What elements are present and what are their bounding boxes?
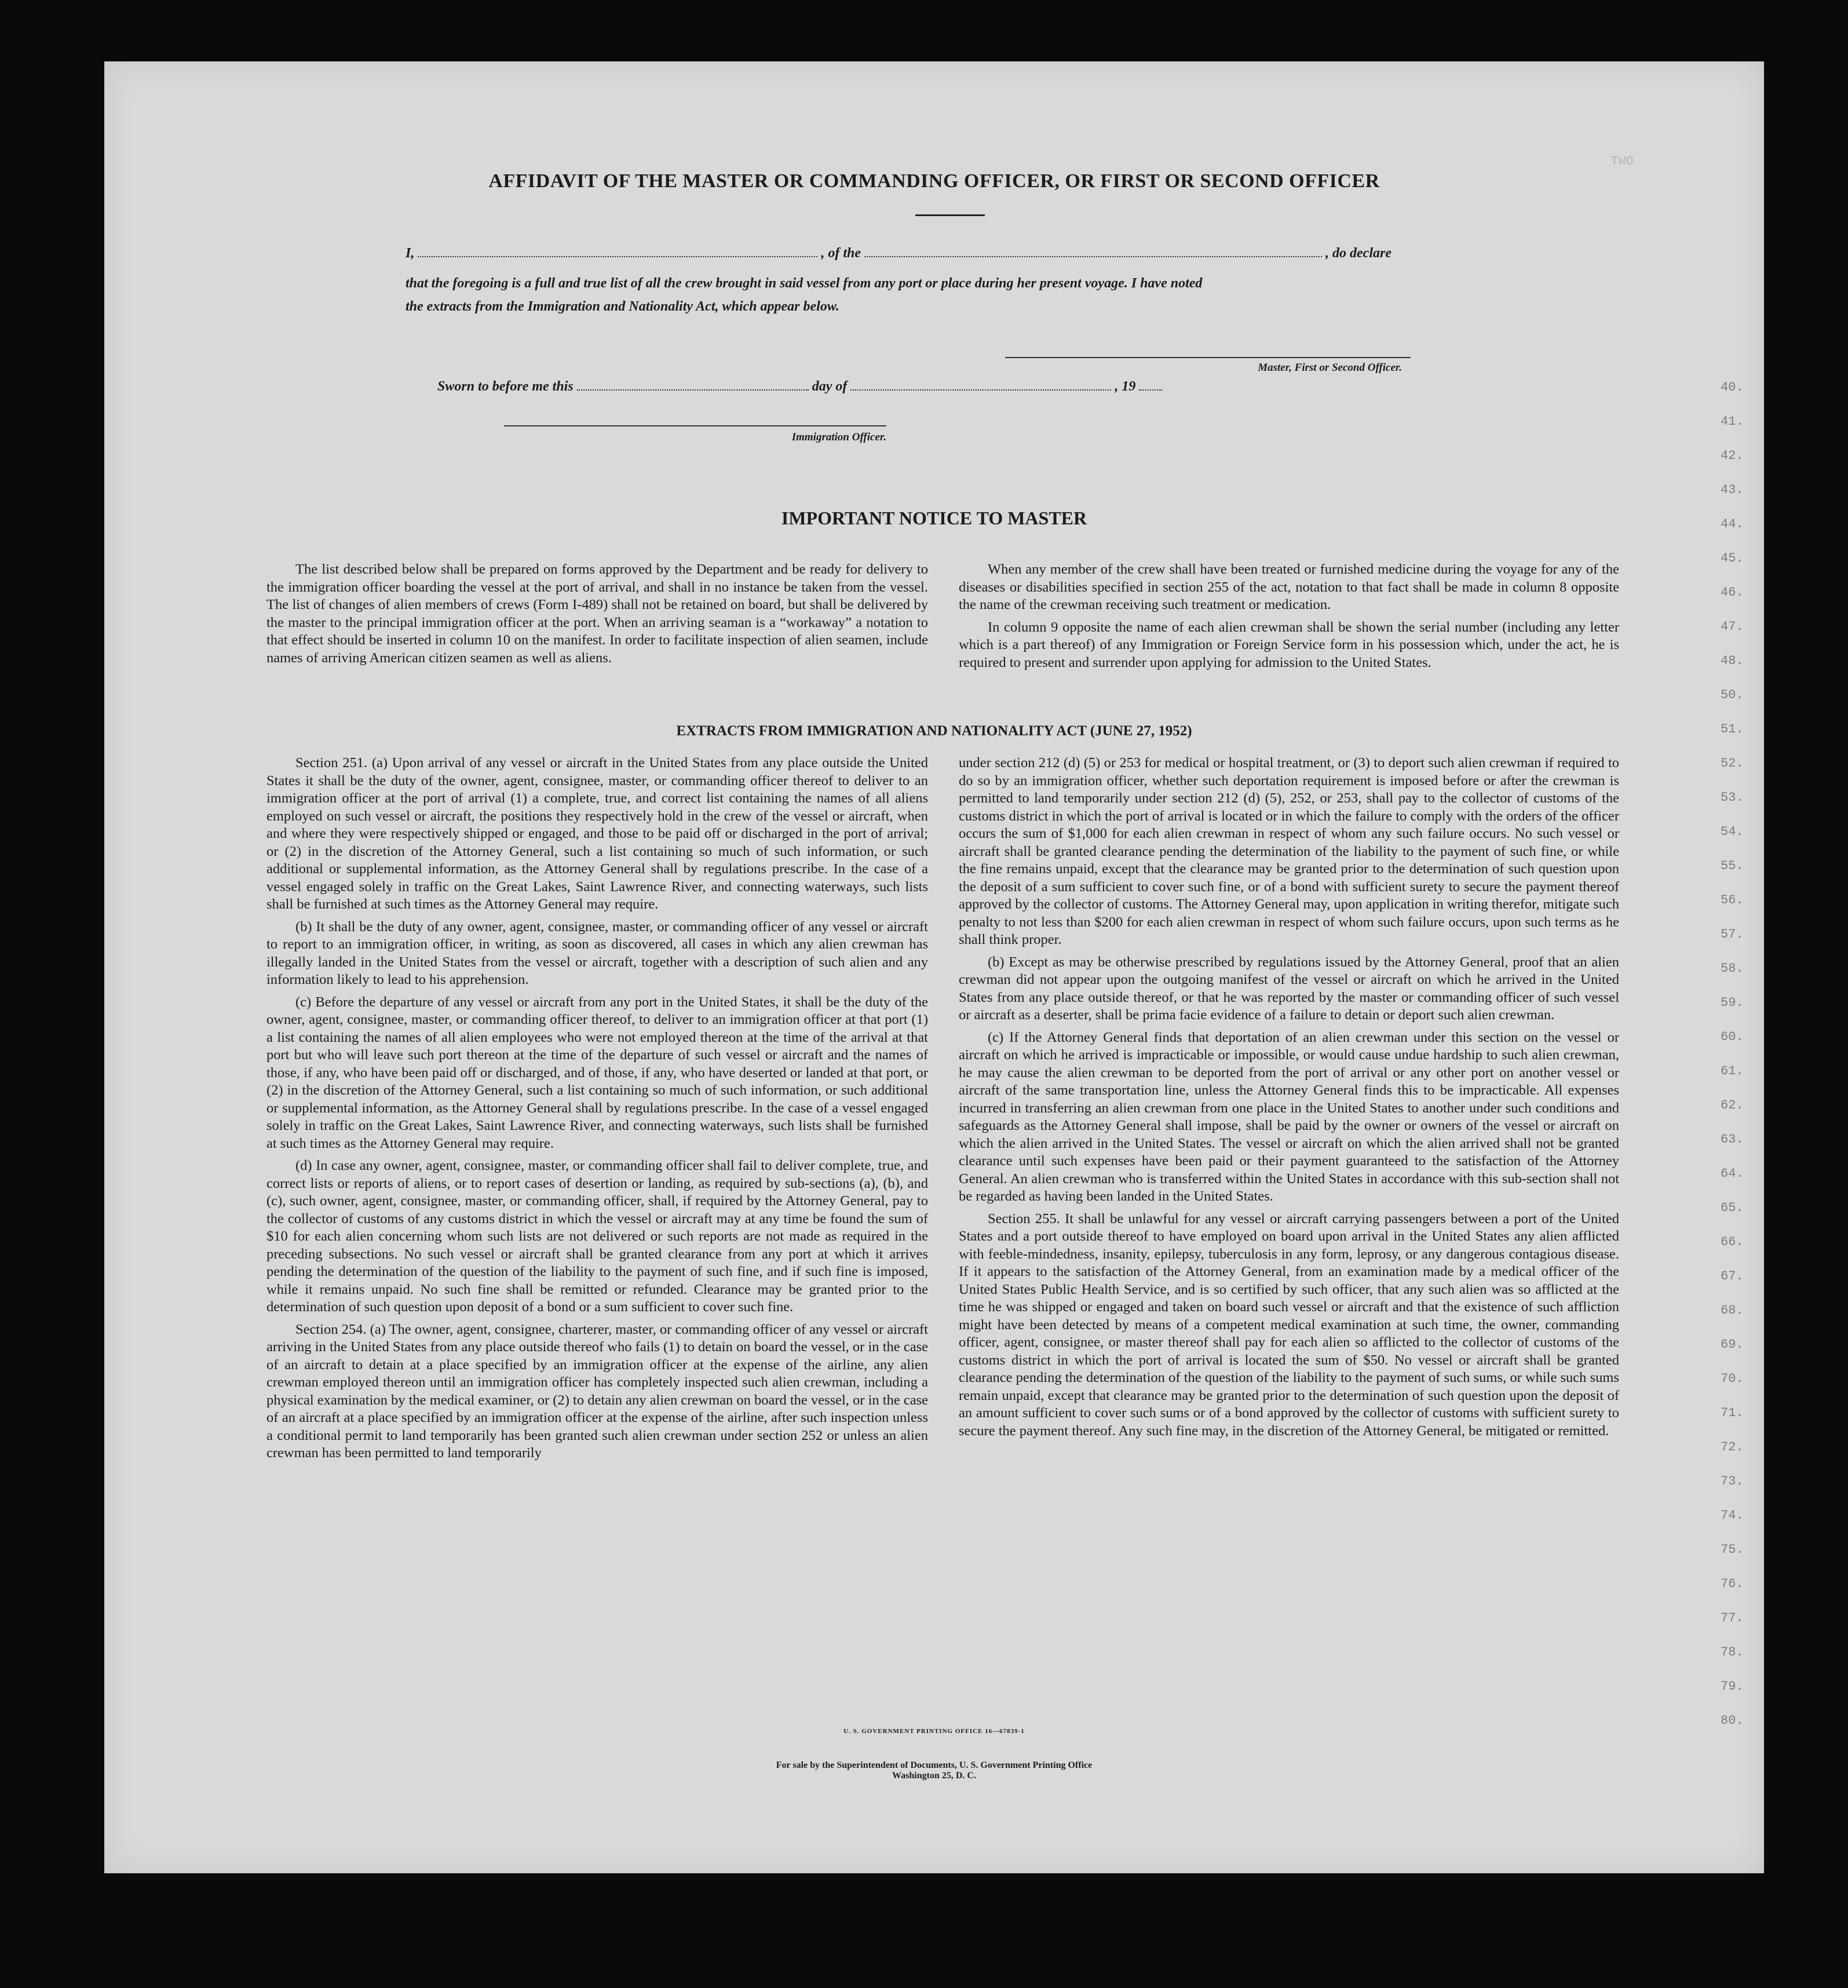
sworn-label: Sworn to before me this (437, 379, 574, 394)
extracts-left-column (266, 754, 928, 1462)
bleed-through-row-number: 67. (1721, 1269, 1744, 1283)
master-label: Master, First or Second Officer. (1258, 362, 1402, 374)
bleed-through-row-number: 61. (1721, 1064, 1744, 1078)
statement-line-2: the extracts from the Immigration and Nationality Act, which appear below. (406, 299, 839, 314)
bleed-through-row-number: 66. (1721, 1235, 1744, 1249)
bleed-through-row-number: 56. (1721, 893, 1744, 907)
bleed-through-row-number: 40. (1721, 380, 1744, 395)
bleed-through-row-number: 60. (1721, 1030, 1744, 1044)
bleed-through-row-number: 51. (1721, 722, 1744, 736)
bleed-through-row-number: 48. (1721, 654, 1744, 668)
notice-left-column (266, 561, 928, 667)
i-label: I, (406, 246, 415, 261)
name-field[interactable] (418, 256, 817, 257)
bleed-through-row-number: 47. (1721, 619, 1744, 634)
bleed-through-row-number: 74. (1721, 1508, 1744, 1523)
declaration-line (406, 246, 1570, 261)
bleed-through-row-number: 59. (1721, 995, 1744, 1010)
immigration-officer-line[interactable] (504, 425, 886, 426)
do-declare-label: , do declare (1325, 246, 1392, 261)
vessel-field[interactable] (864, 256, 1322, 257)
notice-right-paragraph-1: When any member of the crew shall have been treated or furnished medicine during the voyage for any of the diseases or disabilities specified in section 255 of the act, notation to that fact shall be made in column 8 opposite the name of the crewman receiving such treatment or medication. (959, 561, 1619, 612)
master-signature-line[interactable] (1005, 357, 1411, 358)
bleed-through-row-number: 55. (1721, 859, 1744, 873)
bleed-through-row-number: 46. (1721, 585, 1744, 600)
bleed-through-row-number: 58. (1721, 961, 1744, 976)
extracts-right-column (959, 754, 1619, 1440)
year-label: , 19 (1115, 379, 1136, 394)
bleed-through-row-number: 52. (1721, 756, 1744, 771)
statement-line-1: that the foregoing is a full and true list of all the crew brought in said vessel from any port or place during her present voyage. I have noted (406, 276, 1203, 291)
bleed-through-row-number: 63. (1721, 1132, 1744, 1147)
notice-right-paragraph-2: In column 9 opposite the name of each alien crewman shall be shown the serial number (including any letter which is a part thereof) of any Immigration or Foreign Service form in his possession which, under the act, he is required to present and surrender upon applying for admission to the United States. (959, 619, 1619, 670)
bleed-through-row-number: 41. (1721, 414, 1744, 429)
bleed-through-row-number: 77. (1721, 1611, 1744, 1625)
sworn-month-field[interactable] (850, 389, 1111, 391)
bleed-through-row-number: 54. (1721, 825, 1744, 839)
section-251-a: Section 251. (a) Upon arrival of any vessel or aircraft in the United States from any place outside the United States it shall be the duty of the owner, agent, consignee, master, or commanding officer thereof to deliver to an immigration officer at the port of arrival (1) a complete, true, and correct list containing the names of all aliens employed on such vessel or aircraft, the positions they respectively hold in the crew of the vessel or aircraft, when and where they were respectively shipped or engaged, and those to be paid off or discharged in the port of arrival; or (2) in the discretion of the Attorney General, such a list containing so much of such information, or such additional or supplemental information, as the Attorney General shall by regulations prescribe. In the case of a vessel engaged solely in traffic on the Great Lakes, Saint Lawrence River, and connecting waterways, such lists shall be furnished at such times as the Attorney General may require. (266, 755, 928, 912)
sale-notice-line-1: For sale by the Superintendent of Documents, U. S. Government Printing Office (776, 1760, 1093, 1770)
day-of-label: day of (812, 379, 848, 394)
extracts-title: EXTRACTS FROM IMMIGRATION AND NATIONALITY ACT (JUNE 27, 1952) (676, 723, 1192, 739)
document-sheet (104, 61, 1764, 1873)
printing-office-imprint: U. S. GOVERNMENT PRINTING OFFICE 16—67839-1 (843, 1728, 1025, 1735)
section-254-b: (b) Except as may be otherwise prescribed by regulations issued by the Attorney General, proof that an alien crewman did not appear upon the outgoing manifest of the vessel or aircraft on which he arrived in the United States from any place outside thereof, or that he was reported by the master or commanding officer of such vessel or aircraft as a deserter, shall be prima facie evidence of a failure to detain or deport such alien crewman. (959, 954, 1619, 1023)
bleed-through-row-number: 73. (1721, 1474, 1744, 1489)
section-255: Section 255. It shall be unlawful for any vessel or aircraft carrying passengers between a port of the United States and a port outside thereof to have employed on board upon arrival in the United States any alien afflicted with feeble-mindedness, insanity, epilepsy, tuberculosis in any form, leprosy, or any dangerous contagious disease. If it appears to the satisfaction of the Attorney General, from an examination made by a medical officer of the United States Public Health Service, and is so certified by such officer, that any such alien was so afflicted at the time he was shipped or engaged and taken on board such vessel or aircraft and that the existence of such affliction might have been detected by means of a competent medical examination at such time, the owner, commanding officer, agent, consignee, or master thereof shall pay for each alien so afflicted to the collector of customs of the customs district in which the port of arrival is located the sum of $50. No vessel or aircraft shall be granted clearance pending the determination of the question of the liability to the payment of such sums, or while such sums remain unpaid, except that clearance may be granted prior to the determination of such question upon the deposit of an amount sufficient to cover such sums or of a bond approved by the collector of customs with sufficient surety to secure the payment thereof. Any such fine may, in the discretion of the Attorney General, be mitigated or remitted. (959, 1210, 1619, 1439)
bleed-through-row-number: 68. (1721, 1303, 1744, 1318)
bleed-through-row-number: 64. (1721, 1166, 1744, 1181)
bleed-through-row-number: 43. (1721, 483, 1744, 497)
sworn-line (437, 379, 1162, 395)
bleed-through-row-number: 42. (1721, 448, 1744, 463)
bleed-through-row-number: 50. (1721, 688, 1744, 702)
section-254-a-continued: under section 212 (d) (5) or 253 for medical or hospital treatment, or (3) to deport such alien crewman if required to do so by an immigration officer, whether such deportation requirement is imposed before or after the crewman is permitted to land temporarily under section 212 (d) (5), 252, or 253, shall pay to the collector of customs of the customs district in which the port of arrival is located or in which the failure to comply with the orders of the officer occurs the sum of $1,000 for each alien crewman in respect of whom any such failure occurs. No such vessel or aircraft shall be granted clearance pending the determination of the liability to the payment of such fine, or while the fine remains unpaid, except that the clearance may be granted prior to the determination of such question upon the deposit of a sum sufficient to cover such fine, or of a bond with sufficient surety to secure the payment thereof approved by the collector of customs. The Attorney General may, upon application in writing therefor, mitigate such penalty to not less than $200 for each alien crewman in respect of whom such failure occurs, upon such terms as he shall think proper. (959, 755, 1619, 947)
sale-notice-line-2: Washington 25, D. C. (892, 1771, 976, 1781)
bleed-through-row-number: 45. (1721, 551, 1744, 566)
bleed-through-row-number: 76. (1721, 1577, 1744, 1591)
section-254-a: Section 254. (a) The owner, agent, consignee, charterer, master, or commanding officer of any vessel or aircraft arriving in the United States from any place outside thereof who fails (1) to detain on board the vessel, or in the case of an aircraft to detain at a place specified by an immigration officer at the expense of the airline, any alien crewman employed thereon until an immigration officer has completely inspected such alien crewman, including a physical examination by the medical examiner, or (2) to detain any alien crewman on board the vessel, or in the case of an aircraft at a place specified by an immigration officer at the expense of the airline, after such inspection unless a conditional permit to land temporarily has been granted such alien crewman under section 252 or unless an alien crewman has been permitted to land temporarily (266, 1321, 928, 1461)
section-251-b: (b) It shall be the duty of any owner, agent, consignee, master, or commanding officer of any vessel or aircraft to report to an immigration officer, in writing, as soon as discovered, all cases in which any alien crewman has illegally landed in the United States from the vessel or aircraft, together with a description of such alien and any information likely to lead to his apprehension. (266, 918, 928, 987)
sworn-year-field[interactable] (1139, 389, 1162, 391)
section-251-d: (d) In case any owner, agent, consignee, master, or commanding officer shall fail to deliver complete, true, and correct lists or reports of aliens, or to report cases of desertion or landing, as required by sub-sections (a), (b), and (c), such owner, agent, consignee, master, or commanding officer, shall, if required by the Attorney General, pay to the collector of customs of any customs district in which the vessel or aircraft may at any time be found the sum of $10 for each alien concerning whom such lists are not delivered or such reports are not made as required in the preceding subsections. No such vessel or aircraft shall be granted clearance from any port at which it arrives pending the determination of the question of the liability to the payment of such fine, and if such fine is imposed, while it remains unpaid. No such fine shall be remitted or refunded. Clearance may be granted prior to the determination of such question upon deposit of a bond or a sum sufficient to cover such fine. (266, 1158, 928, 1315)
sale-notice (104, 1760, 1764, 1781)
notice-title: IMPORTANT NOTICE TO MASTER (781, 508, 1087, 528)
bleed-through-row-number: 75. (1721, 1542, 1744, 1557)
bleed-through-row-number: 79. (1721, 1679, 1744, 1694)
bleed-through-row-number: 65. (1721, 1201, 1744, 1215)
bleed-through-row-number: 57. (1721, 927, 1744, 942)
bleed-through-row-number: 78. (1721, 1645, 1744, 1659)
bleed-through-row-number: 62. (1721, 1098, 1744, 1112)
section-254-c: (c) If the Attorney General finds that deportation of an alien crewman under this section on the vessel or aircraft on which he arrived is impracticable or impossible, or would cause undue hardship to such alien crewman, he may cause the alien crewman to be deported from the port of arrival or any other port on another vessel or aircraft of the same transportation line, unless the Attorney General finds this to be impracticable. All expenses incurred in transferring an alien crewman from one place in the United States to another under such conditions and safeguards as the Attorney General shall impose, shall be paid by the owner or owners of the vessel or aircraft on which the alien arrived in the United States. The vessel or aircraft on which the alien arrived shall not be granted clearance until such expenses have been paid or their payment guaranteed to the satisfaction of the Attorney General. An alien crewman who is transferred within the United States in accordance with this sub-section shall not be regarded as having been landed in the United States. (959, 1029, 1619, 1204)
of-the-label: , of the (821, 246, 861, 261)
bleed-through-row-numbers (1721, 380, 1755, 1748)
bleed-through-row-number: 44. (1721, 517, 1744, 531)
notice-left-paragraph: The list described below shall be prepared on forms approved by the Department and be ready for delivery to the immigration officer boarding the vessel at the port of arrival, and shall in no instance be taken from the vessel. The list of changes of alien members of crews (Form I-489) shall not be retained on board, but shall be delivered by the master to the principal immigration officer at the port. When an arriving seaman is a “workaway” a notation to that effect should be inserted in column 10 on the manifest. In order to facilitate inspection of alien seamen, include names of arriving American citizen seamen as well as aliens. (266, 561, 928, 666)
sworn-day-field[interactable] (577, 389, 809, 391)
immigration-officer-label: Immigration Officer. (791, 431, 886, 443)
section-251-c: (c) Before the departure of any vessel or aircraft from any port in the United States, it shall be the duty of the owner, agent, consignee, master, or commanding officer thereof, to deliver to an immigration officer at that port (1) a list containing the names of all alien employees who were not employed thereon at the time of the arrival at that port but who will leave such port thereon at the time of the departure of such vessel or aircraft and the names of those, if any, who have been paid off or discharged, and of those, if any, who have deserted or landed at that port, or (2) in the discretion of the Attorney General, such a list containing so much of such information, or such additional or supplemental information, as the Attorney General shall by regulations prescribe. In the case of a vessel engaged solely in traffic on the Great Lakes, Saint Lawrence River, and connecting waterways, such lists shall be furnished at such times as the Attorney General may require. (266, 994, 928, 1151)
bleed-through-label: TWO (1610, 154, 1634, 169)
bleed-through-row-number: 53. (1721, 790, 1744, 805)
bleed-through-row-number: 69. (1721, 1337, 1744, 1352)
notice-right-column (959, 561, 1619, 672)
affidavit-title: AFFIDAVIT OF THE MASTER OR COMMANDING OFFICER, OR FIRST OR SECOND OFFICER (488, 170, 1380, 192)
title-rule (915, 214, 985, 216)
bleed-through-row-number: 70. (1721, 1371, 1744, 1386)
bleed-through-row-number: 71. (1721, 1406, 1744, 1420)
bleed-through-row-number: 80. (1721, 1713, 1744, 1728)
bleed-through-row-number: 72. (1721, 1440, 1744, 1454)
